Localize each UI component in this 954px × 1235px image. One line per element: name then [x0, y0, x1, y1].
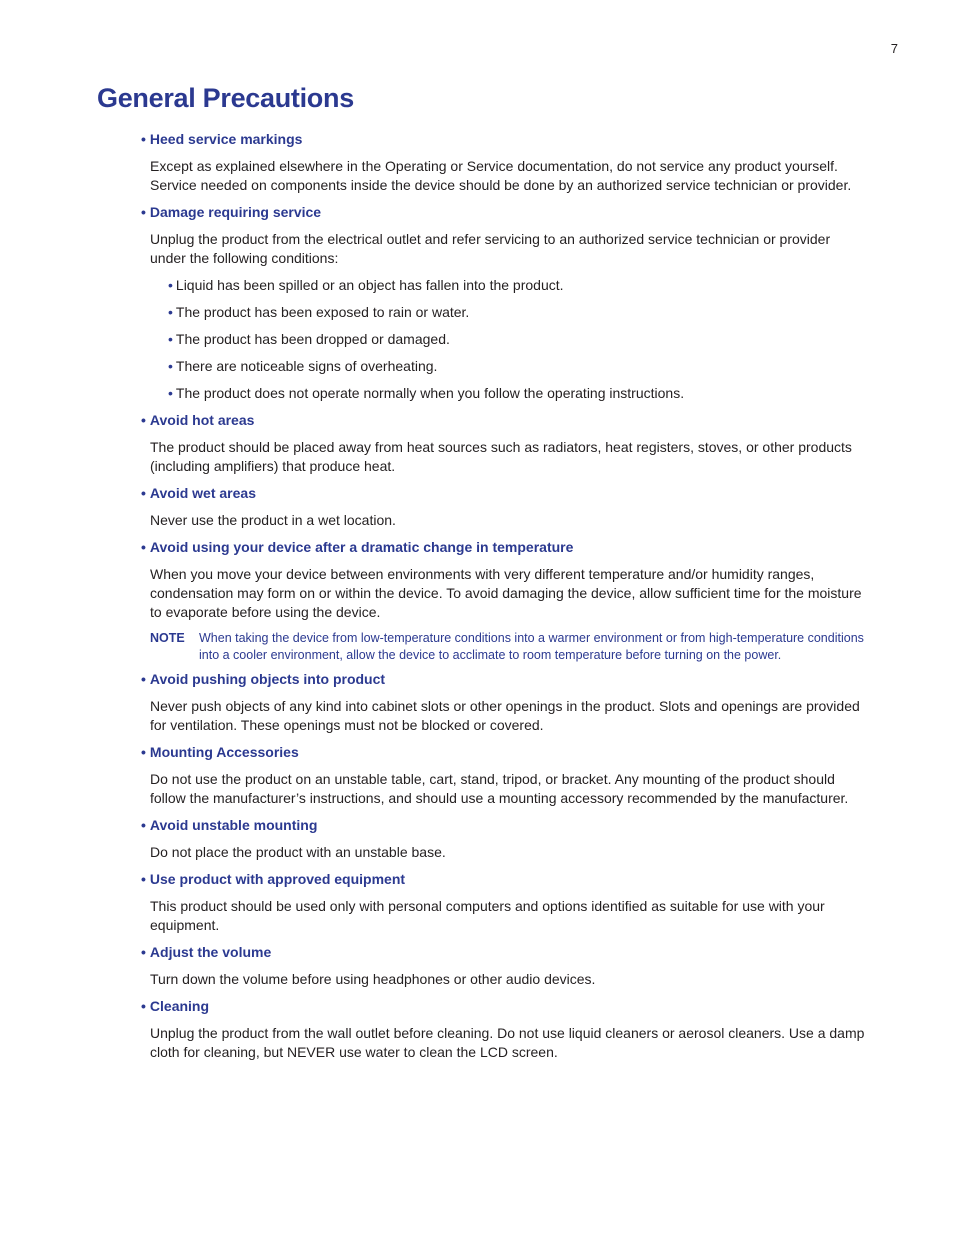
section-heading	[141, 484, 869, 503]
bullet-icon: •	[168, 358, 173, 374]
section-heading	[141, 130, 869, 149]
section-paragraph: Unplug the product from the electrical outlet and refer servicing to an authorized service technician or provider under the following conditions:	[150, 231, 831, 266]
section-paragraph: This product should be used only with personal computers and options identified as suitable for use with your equipment.	[150, 898, 825, 933]
section-heading-text: Adjust the volume	[149, 944, 272, 960]
bullet-icon: •	[141, 744, 146, 760]
list-item	[168, 303, 869, 322]
list-item	[168, 276, 869, 295]
section-paragraph: Never push objects of any kind into cabinet slots or other openings in the product. Slots and openings are provided for ventilation. These openings must not be blocked or covered.	[150, 698, 860, 733]
section-paragraph: Do not use the product on an unstable table, cart, stand, tripod, or bracket. Any mounting of the product should follow the manufacturer’s instructions, and should use a mounting accessory recommended by the manufacturer.	[150, 771, 849, 806]
bullet-icon: •	[141, 539, 146, 555]
section-heading-text: Heed service markings	[149, 131, 303, 147]
section-heading	[141, 997, 869, 1016]
bullet-icon: •	[168, 385, 173, 401]
section-paragraph: Do not place the product with an unstable base.	[150, 844, 446, 860]
bullet-icon: •	[168, 331, 173, 347]
note-label: NOTE	[150, 631, 185, 645]
list-item-text: The product has been exposed to rain or water.	[175, 304, 470, 320]
section-paragraph: When you move your device between environments with very different temperature and/or humidity ranges, condensation may form on or within the device. To avoid damaging the device, allow sufficient time for the moisture to evaporate before using the device.	[150, 566, 862, 620]
bullet-icon: •	[141, 485, 146, 501]
page-number: 7	[890, 41, 898, 56]
section-paragraph: Turn down the volume before using headphones or other audio devices.	[150, 971, 596, 987]
list-item	[168, 330, 869, 349]
bullet-icon: •	[141, 944, 146, 960]
precautions-list	[141, 130, 869, 1070]
page-title: General Precautions	[97, 83, 354, 113]
bullet-icon: •	[141, 998, 146, 1014]
bullet-icon: •	[141, 204, 146, 220]
section-heading-text: Avoid hot areas	[149, 412, 255, 428]
section-heading	[141, 411, 869, 430]
bullet-icon: •	[141, 131, 146, 147]
bullet-icon: •	[141, 671, 146, 687]
bullet-icon: •	[141, 871, 146, 887]
section-heading	[141, 816, 869, 835]
bullet-icon: •	[141, 412, 146, 428]
section-paragraph: The product should be placed away from heat sources such as radiators, heat registers, stoves, or other products (including amplifiers) that produce heat.	[150, 439, 852, 474]
section-heading-text: Use product with approved equipment	[149, 871, 406, 887]
section-heading-text: Avoid using your device after a dramatic change in temperature	[149, 539, 574, 555]
list-item-text: The product does not operate normally when you follow the operating instructions.	[175, 385, 685, 401]
list-item	[168, 357, 869, 376]
section-heading	[141, 670, 869, 689]
bullet-icon: •	[168, 277, 173, 293]
section-heading-text: Damage requiring service	[149, 204, 322, 220]
section-heading-text: Mounting Accessories	[149, 744, 299, 760]
section-heading	[141, 870, 869, 889]
section-heading-text: Avoid pushing objects into product	[149, 671, 386, 687]
section-heading-text: Avoid wet areas	[149, 485, 256, 501]
section-heading	[141, 743, 869, 762]
bullet-icon: •	[141, 817, 146, 833]
list-item	[168, 384, 869, 403]
section-heading-text: Avoid unstable mounting	[149, 817, 318, 833]
list-item-text: Liquid has been spilled or an object has fallen into the product.	[175, 277, 564, 293]
section-heading	[141, 943, 869, 962]
list-item-text: There are noticeable signs of overheating.	[175, 358, 438, 374]
bullet-icon: •	[168, 304, 173, 320]
section-paragraph: Unplug the product from the wall outlet before cleaning. Do not use liquid cleaners or aerosol cleaners. Use a damp cloth for cleaning, but NEVER use water to clean the LCD screen.	[150, 1025, 865, 1060]
section-paragraph: Never use the product in a wet location.	[150, 512, 396, 528]
section-heading-text: Cleaning	[149, 998, 210, 1014]
section-paragraph: Except as explained elsewhere in the Operating or Service documentation, do not service any product yourself. Service needed on components inside the device should be done by an authorized service technician or provider.	[150, 158, 852, 193]
section-heading	[141, 538, 869, 557]
list-item-text: The product has been dropped or damaged.	[175, 331, 450, 347]
note-box	[150, 630, 869, 664]
note-text: When taking the device from low-temperature conditions into a warmer environment or from high-temperature conditions into a cooler environment, allow the device to acclimate to room temperature before turning on the power.	[199, 631, 864, 662]
section-heading	[141, 203, 869, 222]
